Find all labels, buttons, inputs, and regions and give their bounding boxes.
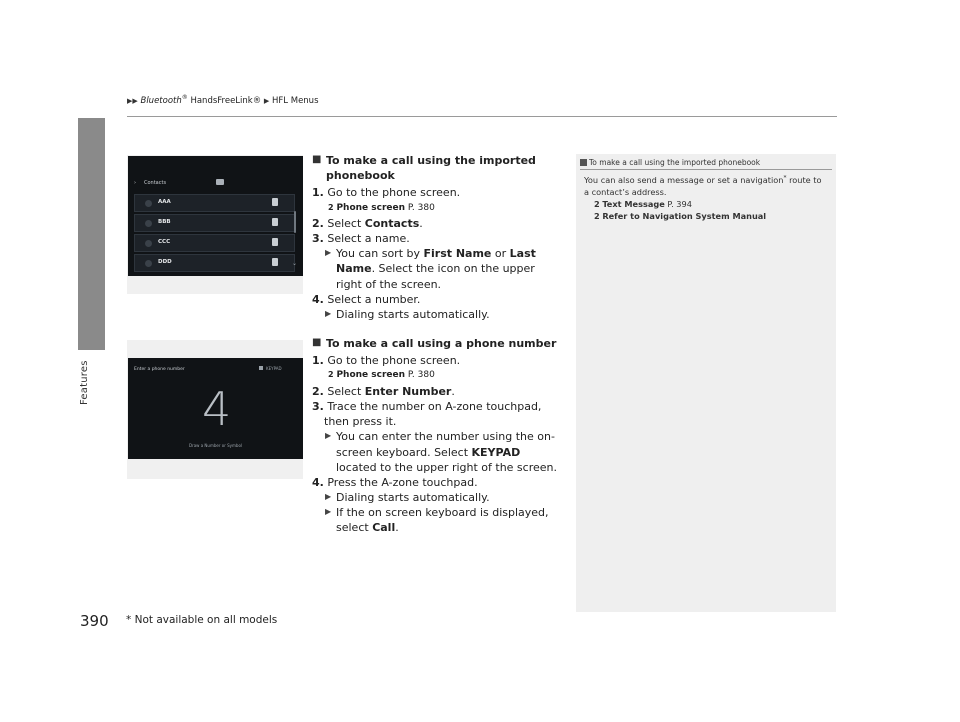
contacts-title: Contacts <box>144 180 167 186</box>
step-text: Select a number. <box>327 292 421 306</box>
sort-icon <box>216 179 224 185</box>
ref-arrow-icon: 2 <box>328 202 334 212</box>
list-item <box>134 214 295 232</box>
sidebar-rule <box>580 169 832 170</box>
sub-note <box>312 246 562 292</box>
section2-heading: ■ To make a call using a phone number <box>312 336 562 351</box>
sub-text: located to the upper right of the screen. <box>336 460 557 474</box>
cross-reference <box>312 369 562 381</box>
sub-text: . Select the icon on the upper right of the screen. <box>336 262 535 291</box>
ref-label: Phone screen <box>336 202 406 213</box>
step-bold: Enter Number <box>364 384 452 398</box>
step-bold: Contacts <box>364 216 420 230</box>
keypad-label <box>259 366 282 371</box>
section1-heading: ■ To make a call using the imported phonebook <box>312 153 562 183</box>
step-text: Trace the number on A-zone touchpad, then press it. <box>324 400 542 429</box>
ref-page: P. 380 <box>407 370 435 381</box>
sub-text: You can sort by <box>336 247 424 261</box>
sub-bold: Call <box>372 521 396 535</box>
sub-bold: Last Name <box>336 247 536 276</box>
note-icon <box>580 159 587 166</box>
sub-text: or <box>491 247 510 261</box>
ref-page: P. 380 <box>407 202 435 213</box>
contact-name: CCC <box>158 239 171 245</box>
step-text: Select a name. <box>327 232 410 246</box>
ref-label: Phone screen <box>336 370 406 381</box>
step-number: 1. <box>312 186 324 200</box>
sub-bold: KEYPAD <box>471 445 521 459</box>
ref-label: Refer to Navigation System Manual <box>602 211 767 222</box>
breadcrumb-hfl-menus: HFL Menus <box>272 95 319 106</box>
sub-text: You can enter the number using the on-screen keyboard. Select <box>336 430 555 459</box>
step-number: 3. <box>312 400 324 414</box>
sidebar-note <box>576 154 836 612</box>
phone-icon <box>272 198 278 206</box>
step-number: 2. <box>312 384 324 398</box>
header-rule <box>127 116 837 117</box>
keypad-text: KEYPAD <box>266 366 282 371</box>
sub-note <box>312 505 562 535</box>
list-item <box>134 234 295 252</box>
cross-reference <box>312 202 562 214</box>
sub-bold: First Name <box>423 247 492 261</box>
section-tab-label: Features <box>79 360 90 405</box>
sidebar-ref <box>584 198 828 210</box>
footnote: * Not available on all models <box>126 614 278 626</box>
phone-icon <box>272 258 278 266</box>
breadcrumb-reg-mark: ® <box>181 94 188 101</box>
phone-icon <box>272 218 278 226</box>
contacts-screen-image <box>128 156 303 276</box>
contact-name: DDD <box>158 259 172 265</box>
sub-note <box>312 429 562 475</box>
ref-arrow-icon: 2 <box>594 211 600 222</box>
breadcrumb-arrow-icon: ▶ <box>263 96 270 105</box>
enter-number-title: Enter a phone number <box>134 367 185 372</box>
ref-arrow-icon: 2 <box>594 199 600 210</box>
step-text: Press the A-zone touchpad. <box>327 475 478 489</box>
list-item <box>134 254 298 272</box>
back-chevron-icon: › <box>134 180 136 186</box>
step-number: 4. <box>312 475 324 489</box>
enter-number-screen-image <box>128 358 303 459</box>
breadcrumb-hfl: HandsFreeLink® <box>187 95 262 106</box>
contact-name: AAA <box>158 199 171 205</box>
footnote-mark: * <box>783 174 787 182</box>
sidebar-heading <box>580 158 760 167</box>
step-text: Select <box>327 384 365 398</box>
sidebar-body <box>584 174 828 223</box>
sub-text: If the on screen keyboard is displayed, select <box>336 506 549 535</box>
traced-digit: 4 <box>202 382 232 436</box>
draw-hint: Draw a Number or Symbol <box>188 443 243 448</box>
ref-label: Text Message <box>602 199 665 210</box>
contact-name: BBB <box>158 219 171 225</box>
ref-arrow-icon: 2 <box>328 370 334 380</box>
avatar <box>145 200 152 207</box>
page-number: 390 <box>80 612 109 630</box>
step-text: . <box>451 384 455 398</box>
step-number: 3. <box>312 232 324 246</box>
step-text: Go to the phone screen. <box>327 354 461 368</box>
step-number: 1. <box>312 354 324 368</box>
step-text: . <box>419 216 423 230</box>
section-tab <box>78 118 105 350</box>
sub-note: ▶ Dialing starts automatically. <box>312 307 562 322</box>
step-number: 2. <box>312 216 324 230</box>
avatar <box>145 260 152 267</box>
sidebar-ref <box>584 210 828 222</box>
sidebar-text: You can also send a message or set a navigation <box>584 175 784 185</box>
ref-page: P. 394 <box>667 199 692 210</box>
sidebar-heading-text: To make a call using the imported phonebook <box>589 158 761 167</box>
sub-text: . <box>395 521 399 535</box>
list-item <box>134 194 295 212</box>
breadcrumb-bluetooth: Bluetooth <box>140 95 182 106</box>
chevron-down-icon: ⌄ <box>292 260 298 267</box>
sidebar-text: route to a contact’s address. <box>584 175 822 198</box>
keypad-icon <box>259 366 263 370</box>
sub-note: ▶ Dialing starts automatically. <box>312 490 562 505</box>
breadcrumb <box>127 94 319 106</box>
step-number: 4. <box>312 292 324 306</box>
avatar <box>145 220 152 227</box>
scrollbar <box>294 211 296 233</box>
avatar <box>145 240 152 247</box>
breadcrumb-arrow-icon: ▶▶ <box>127 96 138 105</box>
phone-icon <box>272 238 278 246</box>
step-text: Select <box>327 216 365 230</box>
step-text: Go to the phone screen. <box>327 186 461 200</box>
contacts-header <box>128 178 303 190</box>
main-content <box>312 153 562 536</box>
